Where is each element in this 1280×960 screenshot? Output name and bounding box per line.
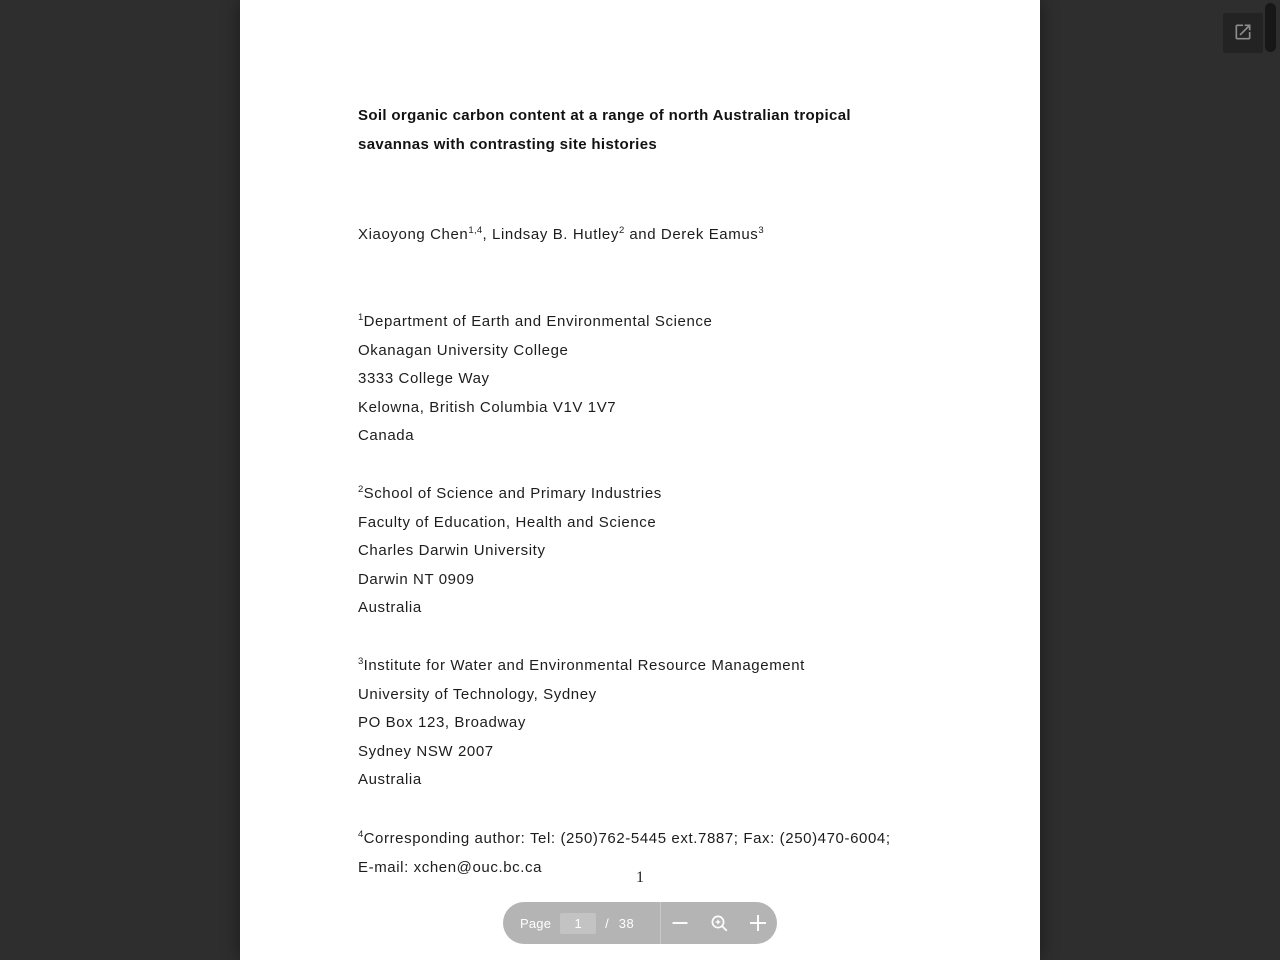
affiliation-line: $^4$Corresponding author: Tel: (250)762-5445 ext.7887; Fax: (250)470-6004; xyxy=(358,829,891,847)
affiliation-line: 3333 College Way xyxy=(358,370,490,388)
document-page xyxy=(240,0,1040,960)
affiliation-superscript: 3 xyxy=(358,656,364,667)
affiliation-line: Australia xyxy=(358,771,422,789)
affiliation-line: E-mail: xchen@ouc.bc.ca xyxy=(358,858,543,876)
plus-icon xyxy=(749,914,767,932)
open-in-new-icon xyxy=(1233,22,1253,45)
affiliation-line: Canada xyxy=(358,427,415,445)
author-superscript: 2 xyxy=(618,225,625,236)
page-folio-number: 1 xyxy=(636,869,644,886)
affiliation-line: University of Technology, Sydney xyxy=(358,685,597,703)
affiliation-line: Okanagan University College xyxy=(358,341,569,359)
open-preview-button[interactable] xyxy=(1223,13,1263,53)
affiliation-block-1 xyxy=(358,308,712,451)
page-separator: / xyxy=(605,915,609,931)
affiliation-block-3 xyxy=(358,652,805,795)
author-line xyxy=(358,221,764,250)
affiliation-line: Darwin NT 0909 xyxy=(358,570,475,588)
minus-icon xyxy=(671,914,689,932)
affiliation-line: $^1$Department of Earth and Environmental Science xyxy=(358,312,713,330)
zoom-in-button[interactable] xyxy=(738,902,777,944)
paper-title-line: Soil organic carbon content at a range of north Australian tropical xyxy=(358,107,851,124)
page-navigation-section xyxy=(503,902,634,944)
affiliation-line: Kelowna, British Columbia V1V 1V7 xyxy=(358,398,617,416)
affiliation-line: Australia xyxy=(358,599,422,617)
affiliation-line: $^3$Institute for Water and Environmental Resource Management xyxy=(358,656,805,674)
affiliation-line: $^2$School of Science and Primary Industries xyxy=(358,484,662,502)
affiliation-block-2 xyxy=(358,480,662,623)
zoom-reset-button[interactable] xyxy=(700,902,739,944)
page-label: Page xyxy=(520,915,552,931)
author-name: , Lindsay B. Hutley xyxy=(482,226,619,243)
affiliation-line: Sydney NSW 2007 xyxy=(358,742,494,760)
author-superscript: 3 xyxy=(758,225,764,236)
affiliation-line: PO Box 123, Broadway xyxy=(358,714,526,732)
pdf-toolbar xyxy=(503,902,777,944)
zoom-controls xyxy=(661,902,777,944)
affiliation-line: Charles Darwin University xyxy=(358,542,546,560)
paper-title xyxy=(358,102,851,159)
paper-title-line: savannas with contrasting site histories xyxy=(358,135,658,153)
author-name: and Derek Eamus xyxy=(624,226,759,243)
affiliation-superscript: 4 xyxy=(358,829,364,840)
total-pages: 38 xyxy=(618,915,635,931)
affiliation-superscript: 2 xyxy=(358,484,364,495)
scrollbar-thumb[interactable] xyxy=(1265,3,1276,52)
affiliation-superscript: 1 xyxy=(358,312,364,323)
zoom-out-button[interactable] xyxy=(661,902,700,944)
author-superscript: 1,4 xyxy=(468,225,483,236)
affiliation-line: Faculty of Education, Health and Science xyxy=(358,513,657,531)
author-name: Xiaoyong Chen xyxy=(358,226,469,243)
magnifier-plus-icon xyxy=(710,914,729,933)
page-number-input[interactable] xyxy=(560,913,596,934)
